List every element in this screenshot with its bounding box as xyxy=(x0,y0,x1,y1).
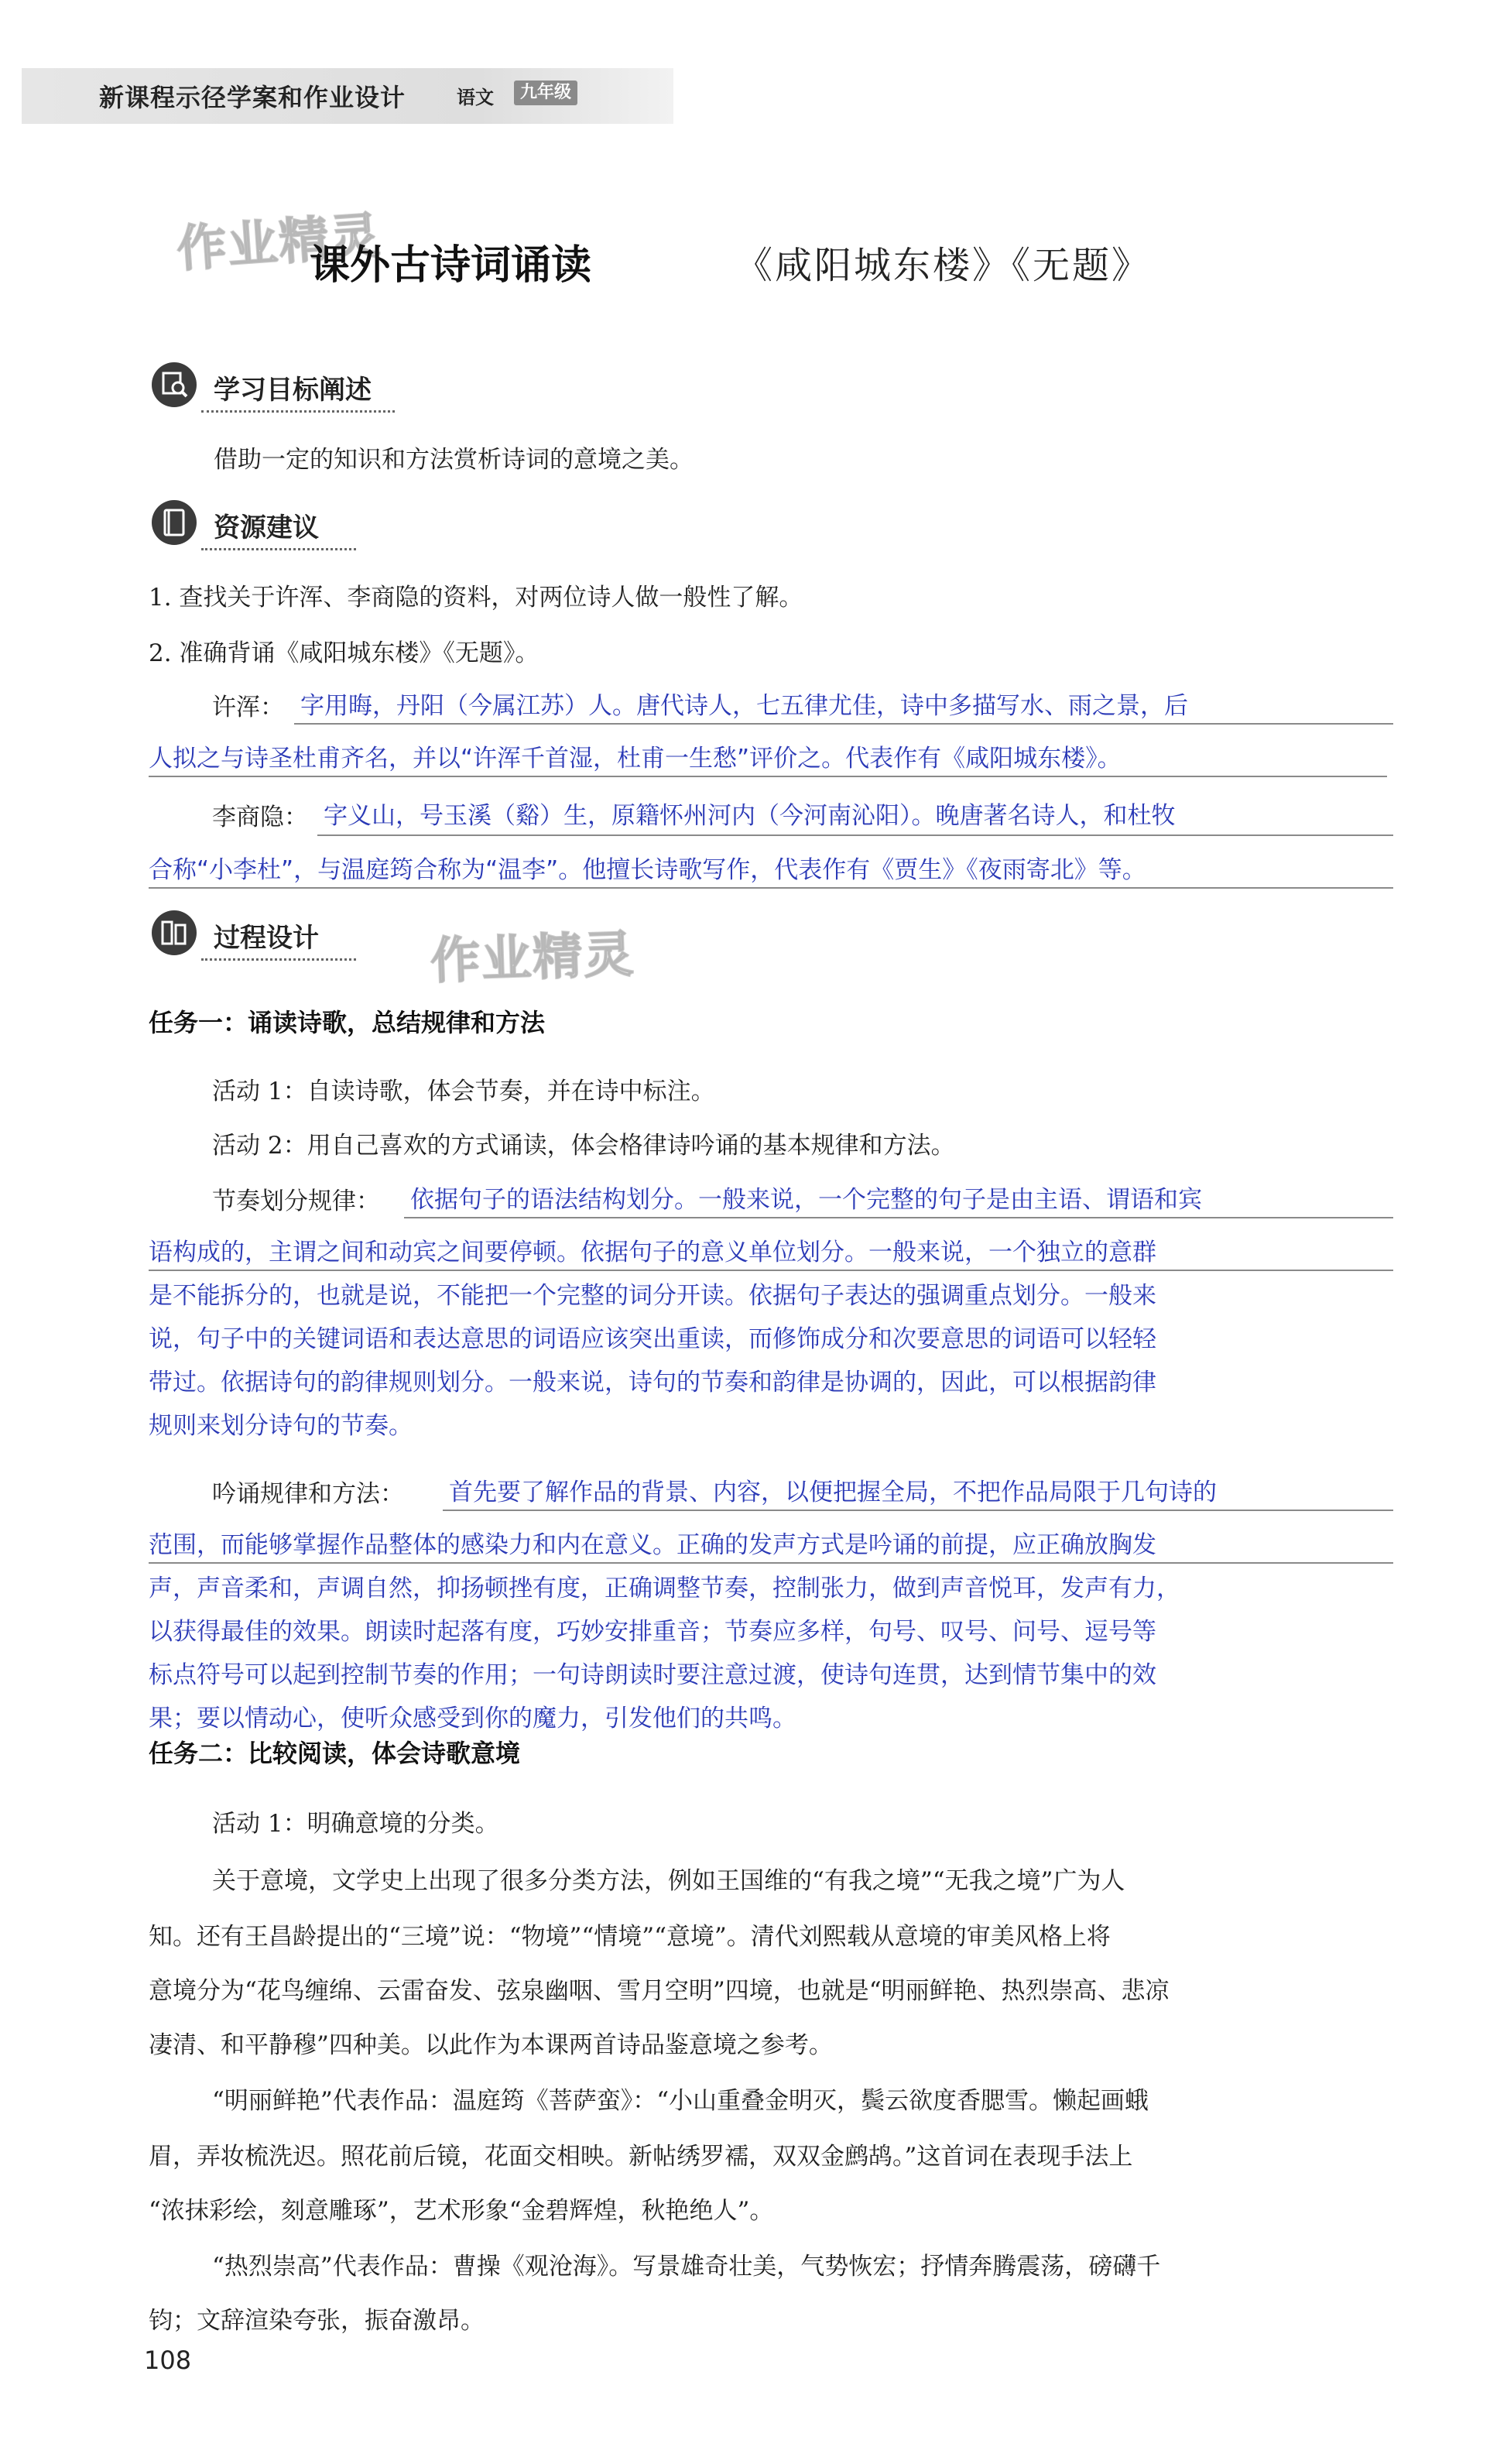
answer-line: 合称“小李杜”，与温庭筠合称为“温李”。他擅长诗歌写作，代表作有《贾生》《夜雨寄北》等。 xyxy=(149,856,1146,884)
book-title: 新课程示径学案和作业设计 xyxy=(99,83,406,112)
paragraph-line: “浓抹彩绘，刻意雕琢”，艺术形象“金碧辉煌，秋艳绝人”。 xyxy=(149,2197,774,2225)
answer-line: 语构成的，主谓之间和动宾之间要停顿。依据句子的意义单位划分。一般来说，一个独立的意群 xyxy=(149,1239,1156,1266)
paragraph-line: 关于意境，文学史上出现了很多分类方法，例如王国维的“有我之境”“无我之境”广为人 xyxy=(212,1867,1125,1895)
paragraph-line: 凄清、和平静穆”四种美。以此作为本课两首诗品鉴意境之参考。 xyxy=(149,2031,833,2059)
paragraph-line: 意境分为“花鸟缠绵、云雷奋发、弦泉幽咽、雪月空明”四境，也就是“明丽鲜艳、热烈崇高、悲凉 xyxy=(149,1977,1170,2005)
paragraph-line: 钧；文辞渲染夸张，振奋激昂。 xyxy=(149,2307,485,2335)
page-number: 108 xyxy=(144,2346,192,2375)
paragraph-line: 眉，弄妆梳洗迟。照花前后镜，花面交相映。新帖绣罗襦，双双金鹧鸪。”这首词在表现手法上 xyxy=(149,2143,1133,2171)
section-title-goals: 学习目标阐述 xyxy=(214,375,372,406)
task-2-activity-1: 活动 1：明确意境的分类。 xyxy=(212,1810,499,1838)
task-1-activity-2: 活动 2：用自己喜欢的方式诵读，体会格律诗吟诵的基本规律和方法。 xyxy=(212,1132,955,1160)
answer-line: 说，句子中的关键词语和表达意思的词语应该突出重读，而修饰成分和次要意思的词语可以轻轻 xyxy=(149,1325,1156,1353)
resource-item-1: 1. 查找关于许浑、李商隐的资料，对两位诗人做一般性了解。 xyxy=(149,584,803,612)
magnifier-icon xyxy=(152,362,197,407)
answer-line: 果；要以情动心，使听众感受到你的魔力，引发他们的共鸣。 xyxy=(149,1705,796,1732)
answer-underline xyxy=(294,723,1393,725)
answer-line: 是不能拆分的，也就是说，不能把一个完整的词分开读。依据句子表达的强调重点划分。一般来 xyxy=(149,1282,1156,1310)
resource-item-2: 2. 准确背诵《咸阳城东楼》《无题》。 xyxy=(149,639,539,667)
answer-line: 标点符号可以起到控制节奏的作用；一句诗朗读时要注意过渡，使诗句连贯，达到情节集中的效 xyxy=(149,1661,1156,1689)
goals-text: 借助一定的知识和方法赏析诗词的意境之美。 xyxy=(214,446,694,474)
answer-line: 依据句子的语法结构划分。一般来说，一个完整的句子是由主语、谓语和宾 xyxy=(410,1186,1202,1214)
answer-line: 首先要了解作品的背景、内容，以便把握全局，不把作品局限于几句诗的 xyxy=(449,1479,1217,1506)
section-underline xyxy=(201,410,395,413)
answer-underline xyxy=(149,1562,1393,1564)
book-icon xyxy=(152,500,197,545)
paragraph-line: “明丽鲜艳”代表作品：温庭筠《菩萨蛮》：“小山重叠金明灭，鬓云欲度香腮雪。懒起画蛾 xyxy=(212,2087,1149,2115)
answer-underline xyxy=(149,1270,1393,1271)
grade-badge: 九年级 xyxy=(514,81,577,105)
section-title-resources: 资源建议 xyxy=(214,512,319,543)
answer-line: 范围，而能够掌握作品整体的感染力和内在意义。正确的发声方式是吟诵的前提，应正确放胸发 xyxy=(149,1531,1156,1559)
pencil-icon xyxy=(152,910,197,955)
section-underline xyxy=(201,548,356,550)
task-2-title: 任务二：比较阅读，体会诗歌意境 xyxy=(149,1739,521,1768)
rhythm-label: 节奏划分规律： xyxy=(212,1187,380,1215)
answer-line: 以获得最佳的效果。朗读时起落有度，巧妙安排重音；节奏应多样，句号、叹号、问号、逗号等 xyxy=(149,1618,1156,1646)
section-title-process: 过程设计 xyxy=(214,923,319,954)
answer-line: 声，声音柔和，声调自然，抑扬顿挫有度，正确调整节奏，控制张力，做到声音悦耳，发声有力， xyxy=(149,1575,1180,1602)
subject-label: 语文 xyxy=(457,87,494,108)
answer-line: 带过。依据诗句的韵律规则划分。一般来说，诗句的节奏和韵律是协调的，因此，可以根据韵律 xyxy=(149,1369,1156,1396)
answer-underline xyxy=(317,834,1393,836)
answer-underline xyxy=(443,1510,1393,1511)
answer-line: 规则来划分诗句的节奏。 xyxy=(149,1412,413,1440)
xuhun-label: 许浑： xyxy=(212,694,284,721)
answer-underline xyxy=(149,887,1393,889)
task-1-title: 任务一：诵读诗歌，总结规律和方法 xyxy=(149,1008,546,1037)
answer-line: 人拟之与诗圣杜甫齐名，并以“许浑千首湿，杜甫一生愁”评价之。代表作有《咸阳城东楼》。 xyxy=(149,745,1122,773)
paragraph-line: “热烈崇高”代表作品：曹操《观沧海》。写景雄奇壮美，气势恢宏；抒情奔腾震荡，磅礴千 xyxy=(212,2253,1161,2281)
lesson-poems: 《咸阳城东楼》《无题》 xyxy=(735,244,1152,287)
task-1-activity-1: 活动 1：自读诗歌，体会节奏，并在诗中标注。 xyxy=(212,1078,715,1105)
recite-label: 吟诵规律和方法： xyxy=(212,1480,404,1508)
answer-line: 字用晦，丹阳（今属江苏）人。唐代诗人，七五律尤佳，诗中多描写水、雨之景，后 xyxy=(300,692,1188,720)
watermark: 作业精灵 xyxy=(429,926,636,991)
lishangyin-label: 李商隐： xyxy=(212,804,308,831)
section-underline xyxy=(201,958,356,961)
answer-line: 字义山，号玉溪（谿）生，原籍怀州河内（今河南沁阳）。晚唐著名诗人，和杜牧 xyxy=(324,802,1176,830)
answer-underline xyxy=(149,776,1387,777)
lesson-title: 课外古诗词诵读 xyxy=(310,242,592,289)
paragraph-line: 知。还有王昌龄提出的“三境”说：“物境”“情境”“意境”。清代刘熙载从意境的审美风格上将 xyxy=(149,1923,1111,1951)
watermark: 作业精灵 xyxy=(175,207,383,279)
answer-underline xyxy=(404,1217,1393,1218)
